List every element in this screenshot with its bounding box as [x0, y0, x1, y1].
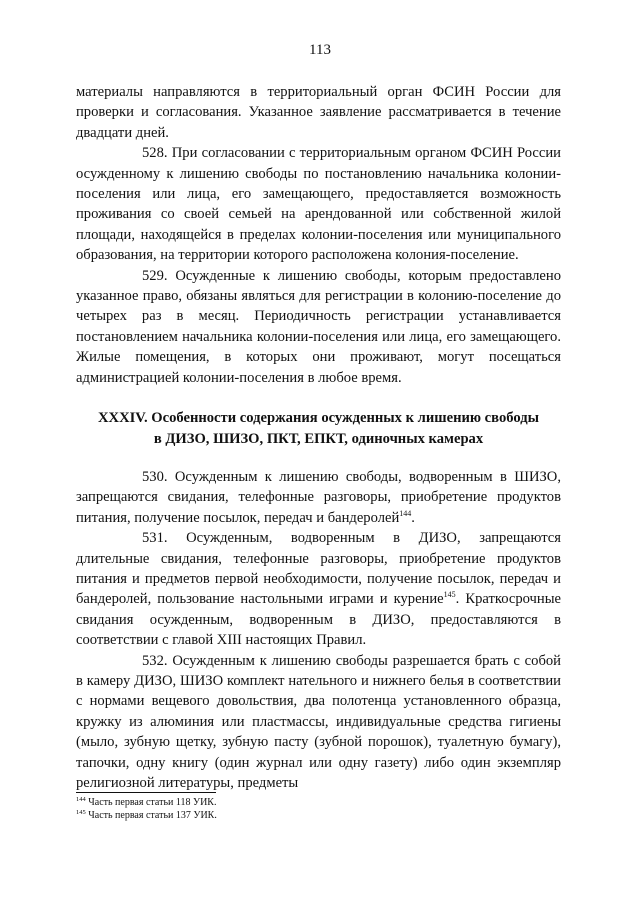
paragraph-531-end: . Краткосрочные свидания осужденным, водворенным в ДИЗО, предоставляются в соответствии с главой XIII настоящих Правил.: [76, 591, 561, 649]
spacer: [76, 449, 561, 467]
page-number: 113: [309, 42, 331, 58]
paragraph-continuation: материалы направляются в территориальный орган ФСИН России для проверки и согласования. Указанное заявление рассматривается в течение двадцати дней.: [76, 84, 561, 141]
footnote-text: Часть первая статьи 118 УИК.: [88, 797, 217, 808]
footnote-separator: [76, 792, 216, 793]
paragraph-530-end: .: [411, 509, 415, 526]
section-heading: [76, 408, 561, 449]
paragraph-529: 529. Осужденные к лишению свободы, которым предоставлено указанное право, обязаны являться для регистрации в колонию-поселение до четырех раз в месяц. Периодичность регистрации устанавливается постановлением начальника колонии-поселения или лица, его замещающего. Жилые помещения, в которых они проживают, могут посещаться администрацией колонии-поселения в любое время.: [76, 267, 561, 386]
paragraph-531-text: 531. Осужденным, водворенным в ДИЗО, запрещаются длительные свидания, телефонные разговоры, приобретение продуктов питания и предметов первой необходимости, получение посылок, передач и бандеролей, пользование настольными играми и курение: [76, 530, 561, 608]
paragraph-528: 528. При согласовании с территориальным органом ФСИН России осужденному к лишению свободы по постановлению начальника колонии-поселения или лица, его замещающего, предоставляется возможность проживания со своей семьей на арендованной или собственной жилой площади, находящейся в пределах колонии-поселения или муниципального образования, на территории которого расположена колония-поселение.: [76, 145, 561, 264]
footnote-ref-145[interactable]: 145: [443, 590, 456, 600]
footnote-144: [76, 796, 561, 809]
footnote-text: Часть первая статьи 137 УИК.: [88, 810, 217, 821]
paragraph-532: 532. Осужденным к лишению свободы разрешается брать с собой в камеру ДИЗО, ШИЗО комплект нательного и нижнего белья в соответствии с нормами вещевого довольствия, два полотенца установленного образца, кружку из алюминия или пластмассы, индивидуальные средства гигиены (мыло, зубную щетку, зубную пасту (зубной порошок), туалетную бумагу), тапочки, одну книгу (один журнал или одну газету) либо один экземпляр религиозной литературы, предметы: [76, 652, 561, 791]
footnote-ref-144[interactable]: 144: [399, 508, 412, 518]
section-heading-line-1: XXXIV. Особенности содержания осужденных к лишению свободы: [97, 410, 539, 427]
section-heading-line-2: в ДИЗО, ШИЗО, ПКТ, ЕПКТ, одиночных камерах: [153, 430, 484, 447]
footnote-145: [76, 809, 561, 822]
paragraph-531: [76, 528, 561, 650]
paragraph-530-text: 530. Осужденным к лишению свободы, водворенным в ШИЗО, запрещаются свидания, телефонные разговоры, приобретение продуктов питания, получение посылок, передач и бандеролей: [76, 468, 561, 526]
document-body: [76, 82, 561, 793]
footnote-number: 144: [76, 796, 86, 803]
paragraph-530: [76, 467, 561, 528]
footnotes: [76, 796, 561, 822]
footnote-number: 145: [76, 809, 86, 816]
spacer: [76, 388, 561, 408]
